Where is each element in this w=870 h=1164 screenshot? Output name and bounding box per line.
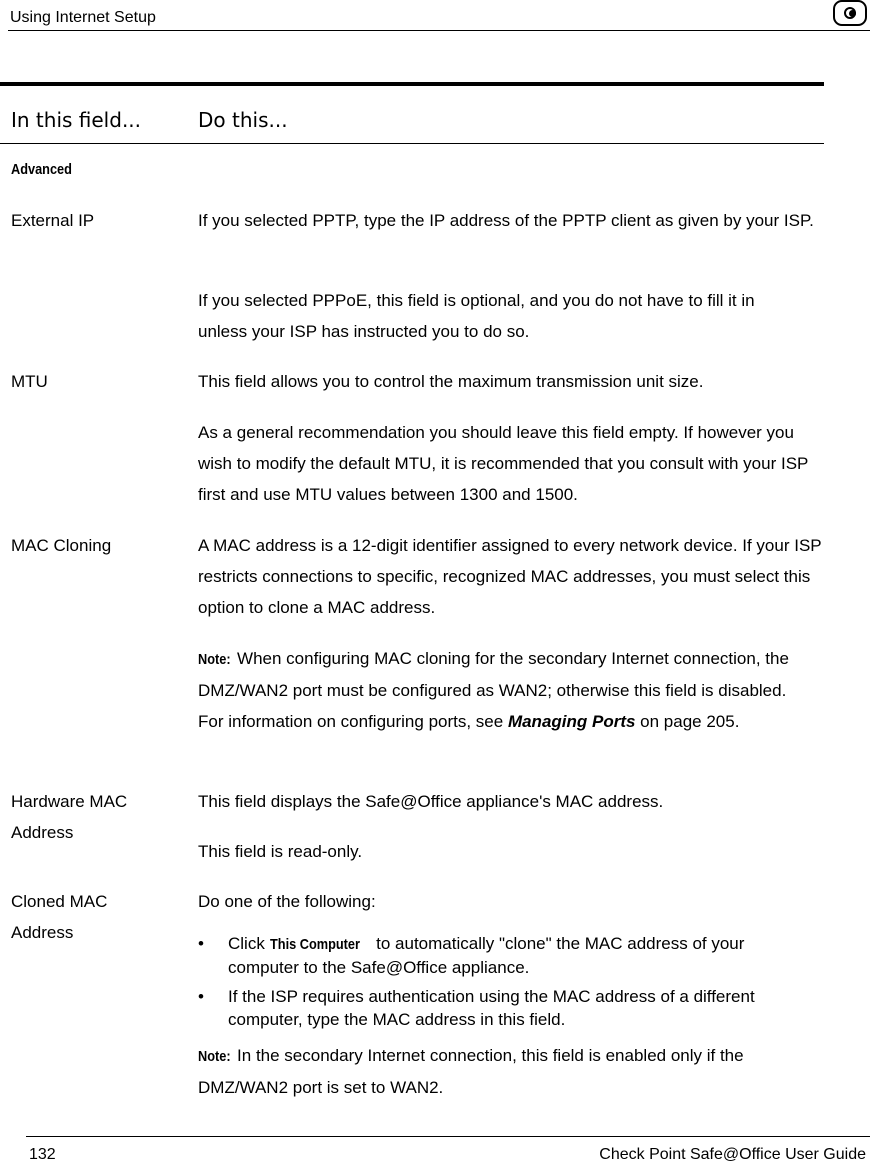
mac-cloning-note (198, 643, 798, 737)
header-rule (8, 30, 870, 31)
table-top-rule (0, 82, 824, 86)
mtu-recommendation: As a general recommendation you should leave this field empty. If however you wish to modify the default MTU, it is recommended that you consult with your ISP first and use MTU values between 1300 and 1500. (198, 423, 809, 504)
managing-ports-link[interactable]: Managing Ports (507, 712, 636, 731)
hardware-mac-readonly: This field is read-only. (198, 842, 363, 861)
section-label-advanced: Advanced (11, 161, 72, 178)
note-text: When configuring MAC cloning for the secondary Internet connection, the DMZ/WAN2 port must be configured as WAN2; otherwise this field is disabled. For information on configuring ports, see (198, 649, 789, 731)
field-mtu: MTU (11, 372, 48, 391)
field-external-ip: External IP (11, 211, 95, 230)
note-text: In the secondary Internet connection, this field is enabled only if the DMZ/WAN2 port is set to WAN2. (198, 1046, 744, 1097)
table-header-rule (0, 143, 824, 144)
guide-title: Check Point Safe@Office User Guide (599, 1146, 866, 1163)
mac-cloning-desc: A MAC address is a 12-digit identifier assigned to every network device. If your ISP restricts connections to specific, recognized MAC addresses, you must select this option to clone a MAC address. (198, 536, 822, 617)
note-label: Note: (198, 1048, 231, 1065)
field-hardware-mac-address: Hardware MAC Address (11, 792, 128, 842)
running-header-title: Using Internet Setup (10, 9, 156, 26)
bullet-icon: • (198, 934, 204, 953)
safe-office-logo-icon (833, 0, 867, 26)
cloned-mac-note (198, 1040, 808, 1103)
bullet-icon: • (198, 987, 204, 1006)
external-ip-desc: If you selected PPTP, type the IP address of the PPTP client as given by your ISP. (198, 211, 814, 230)
mtu-desc: This field allows you to control the maximum transmission unit size. (198, 372, 704, 391)
column-header-action: Do this... (198, 108, 288, 132)
field-mac-cloning: MAC Cloning (11, 536, 112, 555)
cloned-mac-intro: Do one of the following: (198, 892, 376, 911)
hardware-mac-desc: This field displays the Safe@Office appliance's MAC address. (198, 792, 664, 811)
external-ip-pppoe-desc: If you selected PPPoE, this field is optional, and you do not have to fill it in unless your ISP has instructed you to do so. (198, 291, 755, 341)
note-tail: on page 205. (635, 712, 740, 731)
logo-dot (849, 10, 856, 17)
field-cloned-mac-address: Cloned MAC Address (11, 892, 108, 942)
page-number: 132 (29, 1146, 56, 1163)
footer-rule (26, 1136, 870, 1137)
note-label: Note: (198, 651, 231, 668)
column-header-field: In this field... (11, 108, 142, 132)
this-computer-label: This Computer (269, 936, 360, 953)
